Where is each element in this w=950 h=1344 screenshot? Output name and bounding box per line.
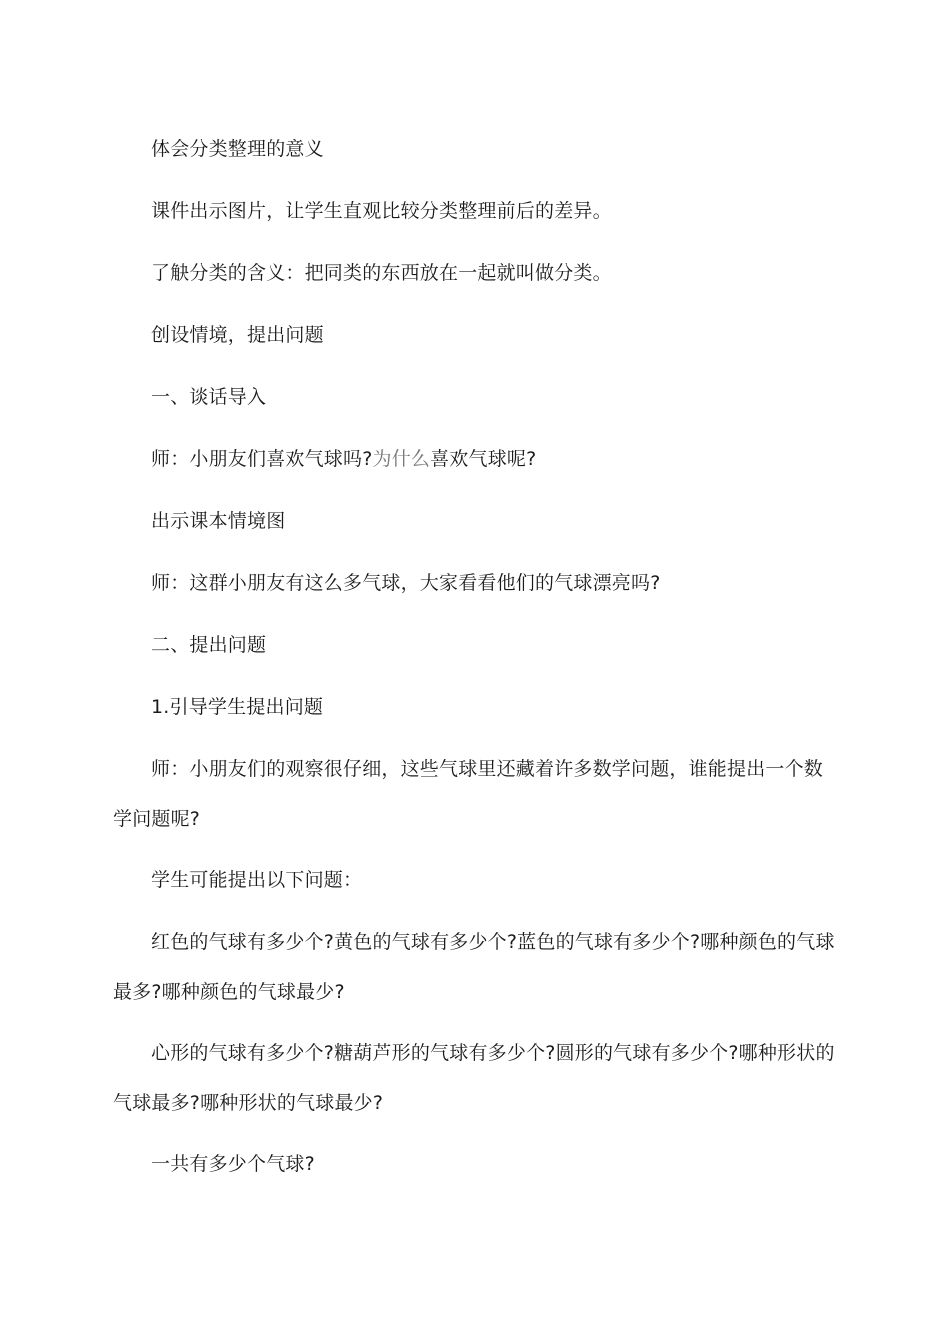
paragraph-color-questions: 红色的气球有多少个?黄色的气球有多少个?蓝色的气球有多少个?哪种颜色的气球最多?哪种颜色的气球最少? — [113, 931, 835, 1003]
paragraph-shape-questions: 心形的气球有多少个?糖葫芦形的气球有多少个?圆形的气球有多少个?哪种形状的气球最多?哪种形状的气球最少? — [113, 1042, 835, 1114]
paragraph-section-two: 二、提出问题 — [151, 634, 267, 656]
paragraph-total-question: 一共有多少个气球? — [151, 1153, 315, 1175]
paragraph-show-picture: 出示课本情境图 — [151, 510, 286, 532]
paragraph-teacher-observe: 师：小朋友们的观察很仔细，这些气球里还藏着许多数学问题，谁能提出一个数学问题呢? — [113, 758, 824, 830]
paragraph-courseware: 课件出示图片，让学生直观比较分类整理前后的差异。 — [151, 200, 612, 222]
teacher-question-part3: 喜欢气球呢? — [430, 448, 537, 470]
paragraph-teacher-question — [113, 442, 835, 477]
document-page — [113, 132, 835, 1209]
teacher-question-part1: 师：小朋友们喜欢气球吗? — [151, 448, 373, 470]
teacher-question-part2: 为什么 — [372, 448, 431, 470]
paragraph-section-one: 一、谈话导入 — [151, 386, 267, 408]
paragraph-guide-students: 1.引导学生提出问题 — [151, 696, 324, 718]
paragraph-students-ask: 学生可能提出以下问题： — [151, 869, 363, 891]
paragraph-definition: 了觖分类的含义：把同类的东西放在一起就叫做分类。 — [151, 262, 612, 284]
paragraph-heading-meaning: 体会分类整理的意义 — [151, 138, 324, 160]
paragraph-heading-scenario: 创设情境，提出问题 — [151, 324, 324, 346]
paragraph-teacher-balloons: 师：这群小朋友有这么多气球，大家看看他们的气球漂亮吗? — [151, 572, 661, 594]
